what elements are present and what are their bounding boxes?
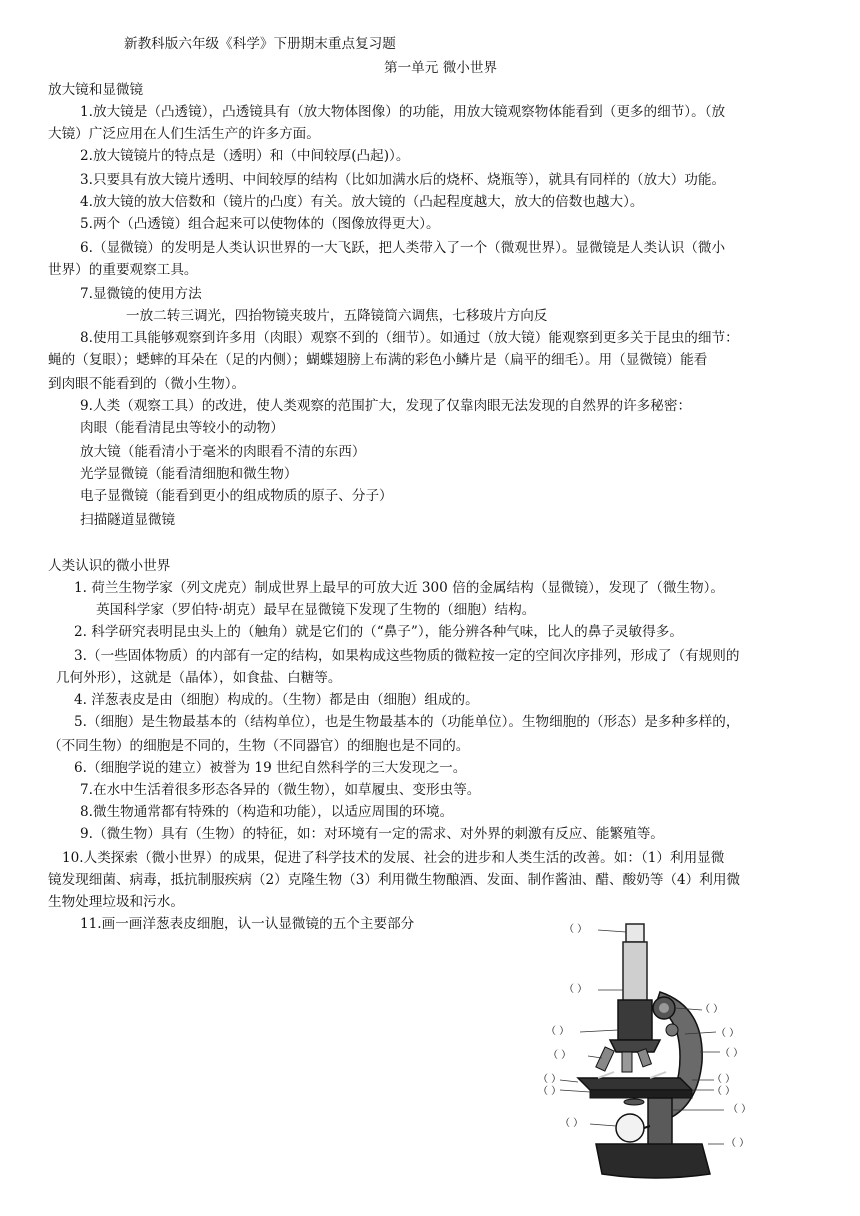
text-line: 3.只要具有放大镜片透明、中间较厚的结构（比如加满水后的烧杯、烧瓶等），就具有同样的（放大）功能。 [80,172,726,188]
diagram-blank[interactable]: （ ） [546,1026,570,1037]
diagram-blank[interactable]: （ ） [712,1074,736,1085]
text-line: 4.放大镜的放大倍数和（镜片的凸度）有关。放大镜的（凸起程度越大，放大的倍数也越大）。 [80,194,644,210]
text-line: 蝇的（复眼）；蟋蟀的耳朵在（足的内侧）；蝴蝶翅膀上布满的彩色小鳞片是（扁平的细毛）。用（显微镜）能看 [48,352,708,368]
text-line: 英国科学家（罗伯特·胡克）最早在显微镜下发现了生物的（细胞）结构。 [96,602,536,618]
text-line: 5.两个（凸透镜）组合起来可以使物体的（图像放得更大）。 [80,216,440,232]
diagram-blank[interactable]: （ ） [720,1048,744,1059]
text-line: 放大镜（能看清小于毫米的肉眼看不清的东西） [80,444,366,460]
diagram-blank[interactable]: （ ） [548,1050,572,1061]
text-line: 生物处理垃圾和污水。 [48,894,184,910]
text-line: 6.（显微镜）的发明是人类认识世界的一大飞跃，把人类带入了一个（微观世界）。显微镜是人类认识（微小 [80,240,726,256]
text-line: 扫描隧道显微镜 [80,512,176,528]
diagram-blank[interactable]: （ ） [560,1118,584,1129]
text-line: 到肉眼不能看到的（微小生物）。 [48,376,246,392]
section-heading: 人类认识的微小世界 [48,558,171,574]
text-line: 11.画一画洋葱表皮细胞，认一认显微镜的五个主要部分 [80,916,415,932]
diagram-blank[interactable]: （ ） [712,1086,736,1097]
text-line: 1. 荷兰生物学家（列文虎克）制成世界上最早的可放大近 300 倍的金属结构（显微镜），发现了（微生物）。 [74,580,724,596]
diagram-blank[interactable]: （ ） [716,1028,740,1039]
text-line: 光学显微镜（能看清细胞和微生物） [80,466,298,482]
diagram-blank[interactable]: （ ） [538,1086,562,1097]
text-line: 几何外形），这就是（晶体），如食盐、白糖等。 [56,670,342,686]
microscope-diagram [530,912,780,1212]
text-line: 4. 洋葱表皮是由（细胞）构成的。（生物）都是由（细胞）组成的。 [74,692,479,708]
text-line: 7.显微镜的使用方法 [80,286,202,302]
text-line: 9.（微生物）具有（生物）的特征，如：对环境有一定的需求、对外界的刺激有反应、能繁殖等。 [80,826,664,842]
text-line: （不同生物）的细胞是不同的，生物（不同器官）的细胞也是不同的。 [48,738,470,754]
diagram-blank[interactable]: （ ） [564,984,588,995]
text-line: 8.使用工具能够观察到许多用（肉眼）观察不到的（细节）。如通过（放大镜）能观察到更多关于昆虫的细节： [80,330,739,346]
text-line: 10.人类探索（微小世界）的成果，促进了科学技术的发展、社会的进步和人类生活的改善。如：（1）利用显微 [62,850,725,866]
text-line: 6.（细胞学说的建立）被誉为 19 世纪自然科学的三大发现之一。 [74,760,467,776]
text-line: 7.在水中生活着很多形态各异的（微生物），如草履虫、变形虫等。 [80,782,481,798]
text-line: 1.放大镜是（凸透镜），凸透镜具有（放大物体图像）的功能，用放大镜观察物体能看到（更多的细节）。（放 [80,104,726,120]
text-line: 一放二转三调光，四抬物镜夹玻片，五降镜筒六调焦，七移玻片方向反 [126,308,548,324]
text-line: 3.（一些固体物质）的内部有一定的结构，如果构成这些物质的微粒按一定的空间次序排列，形成了（有规则的 [74,648,740,664]
text-line: 镜发现细菌、病毒，抵抗制服疾病（2）克隆生物（3）利用微生物酿酒、发面、制作酱油、醋、酸奶等（4）利用微 [48,872,741,888]
text-line: 9.人类（观察工具）的改进，使人类观察的范围扩大，发现了仅靠肉眼无法发现的自然界的许多秘密： [80,398,692,414]
diagram-blank[interactable]: （ ） [700,1004,724,1015]
text-line: 5.（细胞）是生物最基本的（结构单位），也是生物最基本的（功能单位）。生物细胞的（形态）是多种多样的， [74,714,740,730]
section-heading: 放大镜和显微镜 [48,82,144,98]
unit-title: 第一单元 微小世界 [384,60,498,76]
text-line: 世界）的重要观察工具。 [48,262,198,278]
text-line: 大镜）广泛应用在人们生活生产的许多方面。 [48,126,320,142]
text-line: 2.放大镜镜片的特点是（透明）和（中间较厚(凸起)）。 [80,148,410,164]
diagram-blank[interactable]: （ ） [538,1074,562,1085]
diagram-blank[interactable]: （ ） [728,1104,752,1115]
text-line: 肉眼（能看清昆虫等较小的动物） [80,420,284,436]
diagram-blank[interactable]: （ ） [726,1138,750,1149]
text-line: 电子显微镜（能看到更小的组成物质的原子、分子） [80,488,393,504]
text-line: 8.微生物通常都有特殊的（构造和功能），以适应周围的环境。 [80,804,454,820]
diagram-blank[interactable]: （ ） [564,924,588,935]
text-line: 2. 科学研究表明昆虫头上的（触角）就是它们的（“鼻子”），能分辨各种气味，比人的鼻子灵敏得多。 [74,624,683,640]
doc-header: 新教科版六年级《科学》下册期末重点复习题 [124,36,396,52]
